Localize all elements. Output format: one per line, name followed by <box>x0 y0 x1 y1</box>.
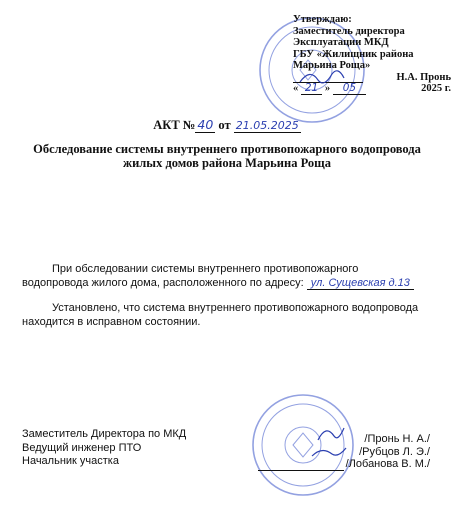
signature-line-1: /Пронь Н. А./ <box>364 433 430 445</box>
approval-line-2: Эксплуатации МКД <box>293 37 389 48</box>
approval-title: Утверждаю: <box>293 14 352 25</box>
signer-role-1: Заместитель Директора по МКД <box>22 428 187 440</box>
body-paragraph-1: При обследовании системы внутреннего противопожарного водопровода жилого дома, расположенного по адресу: ул. Сущевская д.13 <box>22 262 442 290</box>
approval-signer: Н.А. Пронь <box>396 71 451 83</box>
approval-date-month: 05 <box>333 82 366 95</box>
act-subject: Обследование системы внутреннего противопожарного водопровода жилых домов района Марьина Роща <box>33 142 421 170</box>
signature-line-3: /Лобанова В. М./ <box>258 458 430 471</box>
body-paragraph-2: Установлено, что система внутреннего противопожарного водопровода находится в исправном состоянии. <box>22 302 419 328</box>
act-number: 40 <box>197 117 214 132</box>
approval-date: « 21 » 05 2025 г. <box>293 82 451 94</box>
approval-date-day: 21 <box>301 82 322 95</box>
address-handwritten: ул. Сущевская д.13 <box>307 277 414 290</box>
signature-line-2: /Рубцов Л. Э./ <box>359 445 430 458</box>
signer-role-3: Начальник участка <box>22 455 119 467</box>
act-title: АКТ № 40 от 21.05.2025 <box>153 117 299 132</box>
approval-line-3: ГБУ «Жилищник района <box>293 48 414 60</box>
signer-role-2: Ведущий инженер ПТО <box>22 441 142 454</box>
approval-line-1: Заместитель директора <box>293 25 405 37</box>
approval-date-year: 2025 г. <box>421 83 451 94</box>
approval-line-4: Марьина Роща» <box>293 60 371 71</box>
act-date: 21.05.2025 <box>235 119 299 132</box>
